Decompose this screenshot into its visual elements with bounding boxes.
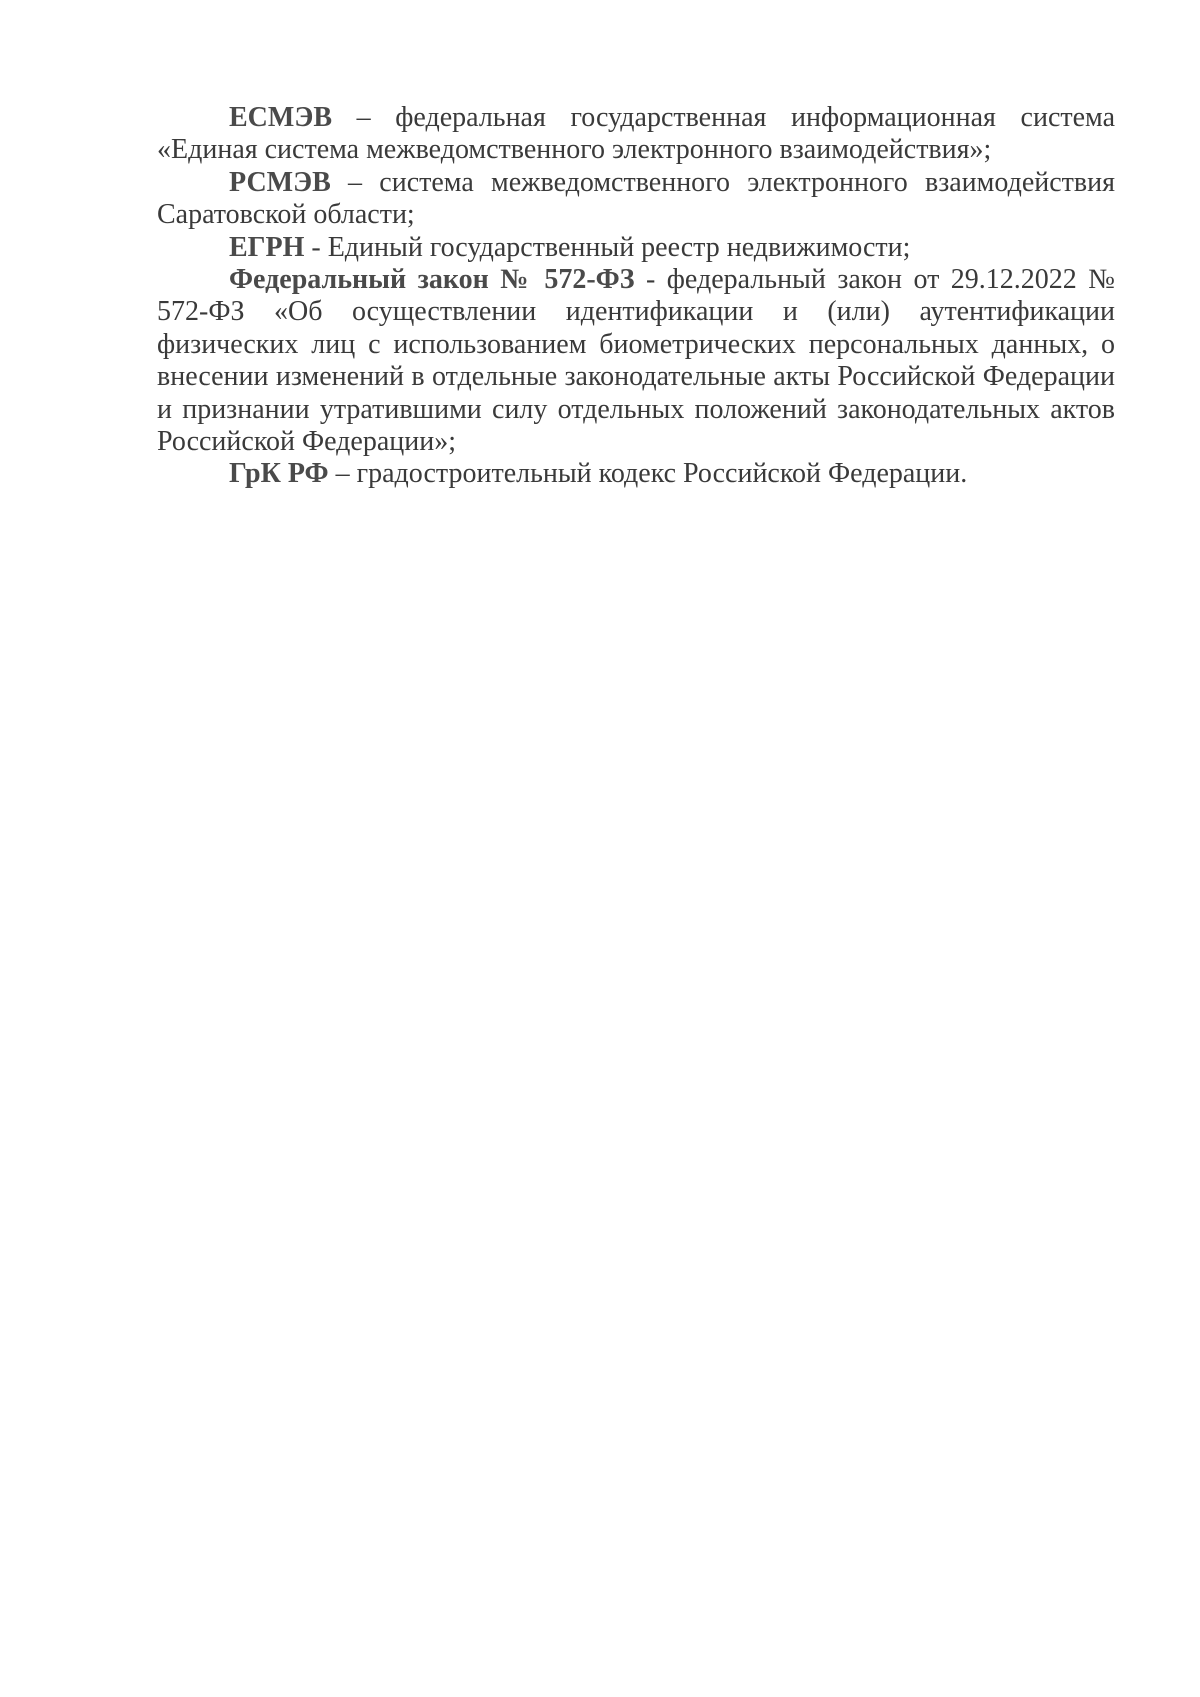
definition-separator: – (332, 102, 396, 133)
definition-federal-law-572 (157, 264, 1115, 458)
definitions-list (157, 102, 1115, 491)
definition-term: Федеральный закон № 572-ФЗ (229, 264, 635, 296)
definition-text: федеральный закон от 29.12.2022 № 572-ФЗ «Об осуществлении идентификации и (или) аутентификации физических лиц с использованием биометрических персональных данных, о внесении изменений в отдельные законодательные акты Российской Федерации и признании утратившими силу отдельных положений законодательных актов Российской Федерации»; (157, 264, 1115, 458)
definition-separator: – (328, 458, 357, 490)
definition-rsmev (157, 167, 1115, 232)
definition-grk-rf (157, 458, 1115, 490)
definition-text: градостроительный кодекс Российской Федерации. (356, 458, 968, 490)
definition-term: РСМЭВ (229, 166, 331, 198)
definition-term: ГрК РФ (229, 458, 329, 490)
definition-text: Единый государственный реестр недвижимости; (327, 231, 911, 263)
definition-egrn (157, 232, 1115, 264)
definition-separator: – (330, 166, 380, 198)
definition-esmev (157, 102, 1115, 167)
definition-term: ЕГРН (229, 231, 305, 263)
definition-text: федеральная государственная информационная система «Единая система межведомственного электронного взаимодействия»; (157, 102, 1115, 166)
definition-separator: - (304, 231, 328, 263)
definition-separator: - (634, 264, 667, 296)
definition-text: система межведомственного электронного взаимодействия Саратовской области; (157, 166, 1115, 231)
definition-term: ЕСМЭВ (229, 102, 332, 133)
